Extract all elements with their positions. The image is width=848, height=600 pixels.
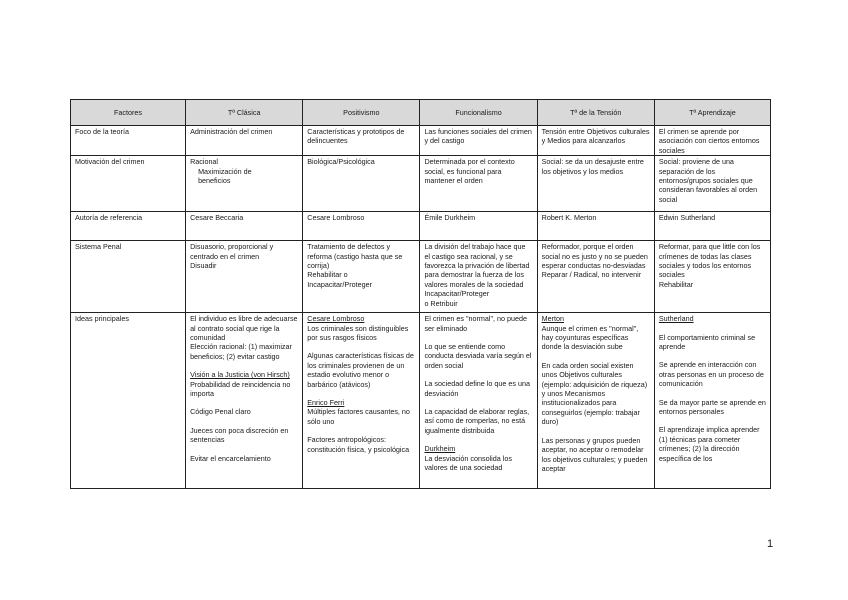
cell-line: Las funciones sociales del crimen y del castigo (424, 127, 532, 146)
spacer (659, 351, 766, 360)
cell-line: Tensión entre Objetivos culturales y Medios para alcanzarlos (541, 127, 650, 146)
spacer (307, 389, 415, 398)
table-cell (654, 212, 770, 241)
row-motivacion (71, 156, 771, 212)
table-cell (303, 126, 420, 156)
table-cell (654, 241, 770, 313)
cell-line: Robert K. Merton (541, 213, 597, 223)
cell-line: Probabilidad de reincidencia no importa (190, 379, 291, 399)
cell-line: Social: proviene de una separación de los entornos/grupos sociales que consideran favorables al orden social (658, 157, 758, 204)
cell-line: Edwin Sutherland (658, 213, 716, 223)
header-row (71, 100, 771, 126)
cell-line: Social: se da un desajuste entre los objetivos y los medios (541, 157, 644, 176)
spacer (190, 417, 298, 426)
table-cell (537, 156, 654, 212)
spacer (190, 398, 298, 407)
cell-line: Biológica/Psicológica (307, 157, 375, 167)
spacer (659, 389, 766, 398)
table-cell (186, 126, 303, 156)
header-teoria-tension: Tª de la Tensión (537, 100, 654, 126)
table-cell (420, 212, 537, 241)
cell-line: Cesare Lombroso (307, 213, 365, 223)
row-label: Ideas principales (71, 313, 186, 489)
spacer (542, 427, 650, 436)
row-label: Sistema Penal (71, 241, 186, 313)
row-ideas-principales (71, 313, 771, 489)
cell-line: Lo que se entiende como conducta desviada varía según el orden social (424, 342, 532, 370)
cell-line: El comportamiento criminal se aprende (658, 332, 756, 352)
cell-line: El individuo es libre de adecuarse al contrato social que rige la comunidad (190, 314, 298, 343)
spacer (424, 398, 532, 407)
table-cell (654, 126, 770, 156)
cell-line: Cesare Lombroso (307, 314, 365, 324)
cell-line: Se aprende en interacción con otras personas en un proceso de comunicación (658, 360, 764, 389)
cell-line: La capacidad de elaborar reglas, así como de romperlas, no está igualmente distribuida (424, 407, 530, 435)
cell-line: Tratamiento de defectos y reforma (castigo hasta que se corrija) (307, 242, 403, 271)
table-cell (186, 313, 303, 489)
table-cell (186, 241, 303, 313)
table-cell (537, 241, 654, 313)
table-cell (303, 313, 420, 489)
cell-line: El crimen es "normal", no puede ser eliminado (424, 314, 528, 333)
table-cell (537, 126, 654, 156)
comparison-table (70, 99, 771, 489)
header-factores: Factores (71, 100, 186, 126)
spacer (424, 333, 532, 342)
cell-line: El aprendizaje implica aprender (1) técnicas para cometer crímenes; (2) la dirección específica de los (658, 425, 760, 463)
spacer (307, 426, 415, 435)
header-funcionalismo: Funcionalismo (420, 100, 537, 126)
cell-line: En cada orden social existen unos Objetivos culturales (ejemplo: adquisición de riqueza) y unos Mecanismos institucionalizados para conseguirlos (ejemplo: trabajar duro) (541, 360, 648, 427)
cell-line: Cesare Beccaria (190, 213, 244, 223)
cell-line: beneficios (198, 176, 231, 186)
cell-line: Disuasorio, proporcional y centrado en el crimen (190, 242, 274, 261)
spacer (424, 370, 532, 379)
table-cell (420, 126, 537, 156)
cell-line: Los criminales son distinguibles por sus rasgos físicos (307, 323, 409, 343)
cell-line: Elección racional: (1) maximizar beneficios; (2) evitar castigo (190, 342, 292, 361)
cell-line: Código Penal claro (190, 407, 251, 417)
row-label: Motivación del crimen (71, 156, 186, 212)
cell-line: Racional (190, 157, 219, 167)
spacer (190, 361, 298, 370)
spacer (307, 342, 415, 351)
cell-line: Durkheim (424, 444, 456, 454)
cell-line: Evitar el encarcelamiento (190, 453, 271, 463)
cell-line: Rehabilitar (658, 279, 694, 289)
cell-line: o Retribuir (424, 298, 458, 308)
cell-line: Las personas y grupos pueden aceptar, no aceptar o remodelar los objetivos culturales; y pueden aceptar (541, 435, 648, 473)
cell-line: Sutherland (658, 314, 694, 324)
cell-line: Aunque el crimen es "normal", hay coyunturas específicas donde la desviación sube (541, 323, 639, 352)
table-cell (654, 156, 770, 212)
row-sistema-penal (71, 241, 771, 313)
spacer (659, 324, 766, 333)
cell-line: Algunas características físicas de los criminales provienen de un estadio evolutivo menor o barbárico (atávicos) (307, 351, 414, 389)
header-teoria-aprendizaje: Tª Aprendizaje (654, 100, 770, 126)
cell-line: La división del trabajo hace que el castigo sea racional, y se favorezca la privación de libertad para demostrar la fuerza de los valores morales de la sociedad (424, 242, 530, 289)
cell-line: Disuadir (190, 261, 217, 271)
cell-line: Jueces con poca discreción en sentencias (190, 425, 289, 445)
row-label: Autoría de referencia (71, 212, 186, 241)
table-cell (654, 313, 770, 489)
cell-line: Maximización de (198, 166, 252, 176)
cell-line: Enrico Ferri (307, 398, 345, 408)
cell-line: El crimen se aprende por asociación con ciertos entornos sociales (658, 127, 760, 155)
table-cell (420, 241, 537, 313)
table-cell (537, 212, 654, 241)
header-teoria-clasica: Tª Clásica (186, 100, 303, 126)
cell-line: Reformar, para que little con los crímenes de todas las clases sociales y todos los entornos sociales (658, 242, 761, 280)
cell-line: Características y prototipos de delincuentes (307, 127, 405, 146)
table-cell (186, 212, 303, 241)
spacer (424, 435, 532, 444)
spacer (542, 352, 650, 361)
table-cell (303, 212, 420, 241)
row-foco (71, 126, 771, 156)
table-cell (303, 156, 420, 212)
row-autoria (71, 212, 771, 241)
header-positivismo: Positivismo (303, 100, 420, 126)
cell-line: Merton (541, 314, 564, 324)
cell-line: Administración del crimen (190, 127, 273, 136)
cell-line: Rehabilitar o (307, 270, 348, 280)
table-cell (420, 156, 537, 212)
cell-line: Reparar / Radical, no intervenir (541, 270, 642, 280)
row-label: Foco de la teoría (71, 126, 186, 156)
spacer (190, 445, 298, 454)
cell-line: Se da mayor parte se aprende en entornos personales (658, 397, 766, 417)
cell-line: Múltiples factores causantes, no sólo uno (307, 407, 410, 426)
cell-line: Factores antropológicos: constitución física, y psicológica (307, 435, 410, 454)
cell-line: Reformador, porque el orden social no es justo y no se pueden esperar conductas no-desviadas (541, 242, 648, 271)
cell-line: La sociedad define lo que es una desviación (424, 379, 530, 398)
table-cell (420, 313, 537, 489)
table-cell (186, 156, 303, 212)
cell-line: La desviación consolida los valores de una sociedad (424, 453, 512, 473)
cell-line: Émile Durkheim (424, 213, 476, 223)
cell-line: Determinada por el contexto social, es funcional para mantener el orden (424, 157, 515, 186)
cell-line: Visión a la Justicia (von Hirsch) (190, 370, 290, 380)
spacer (659, 416, 766, 425)
table-cell (303, 241, 420, 313)
table-cell (537, 313, 654, 489)
cell-line: Incapacitar/Proteger (424, 289, 490, 299)
page-number: 1 (767, 538, 774, 550)
cell-line: Incapacitar/Proteger (307, 279, 372, 289)
